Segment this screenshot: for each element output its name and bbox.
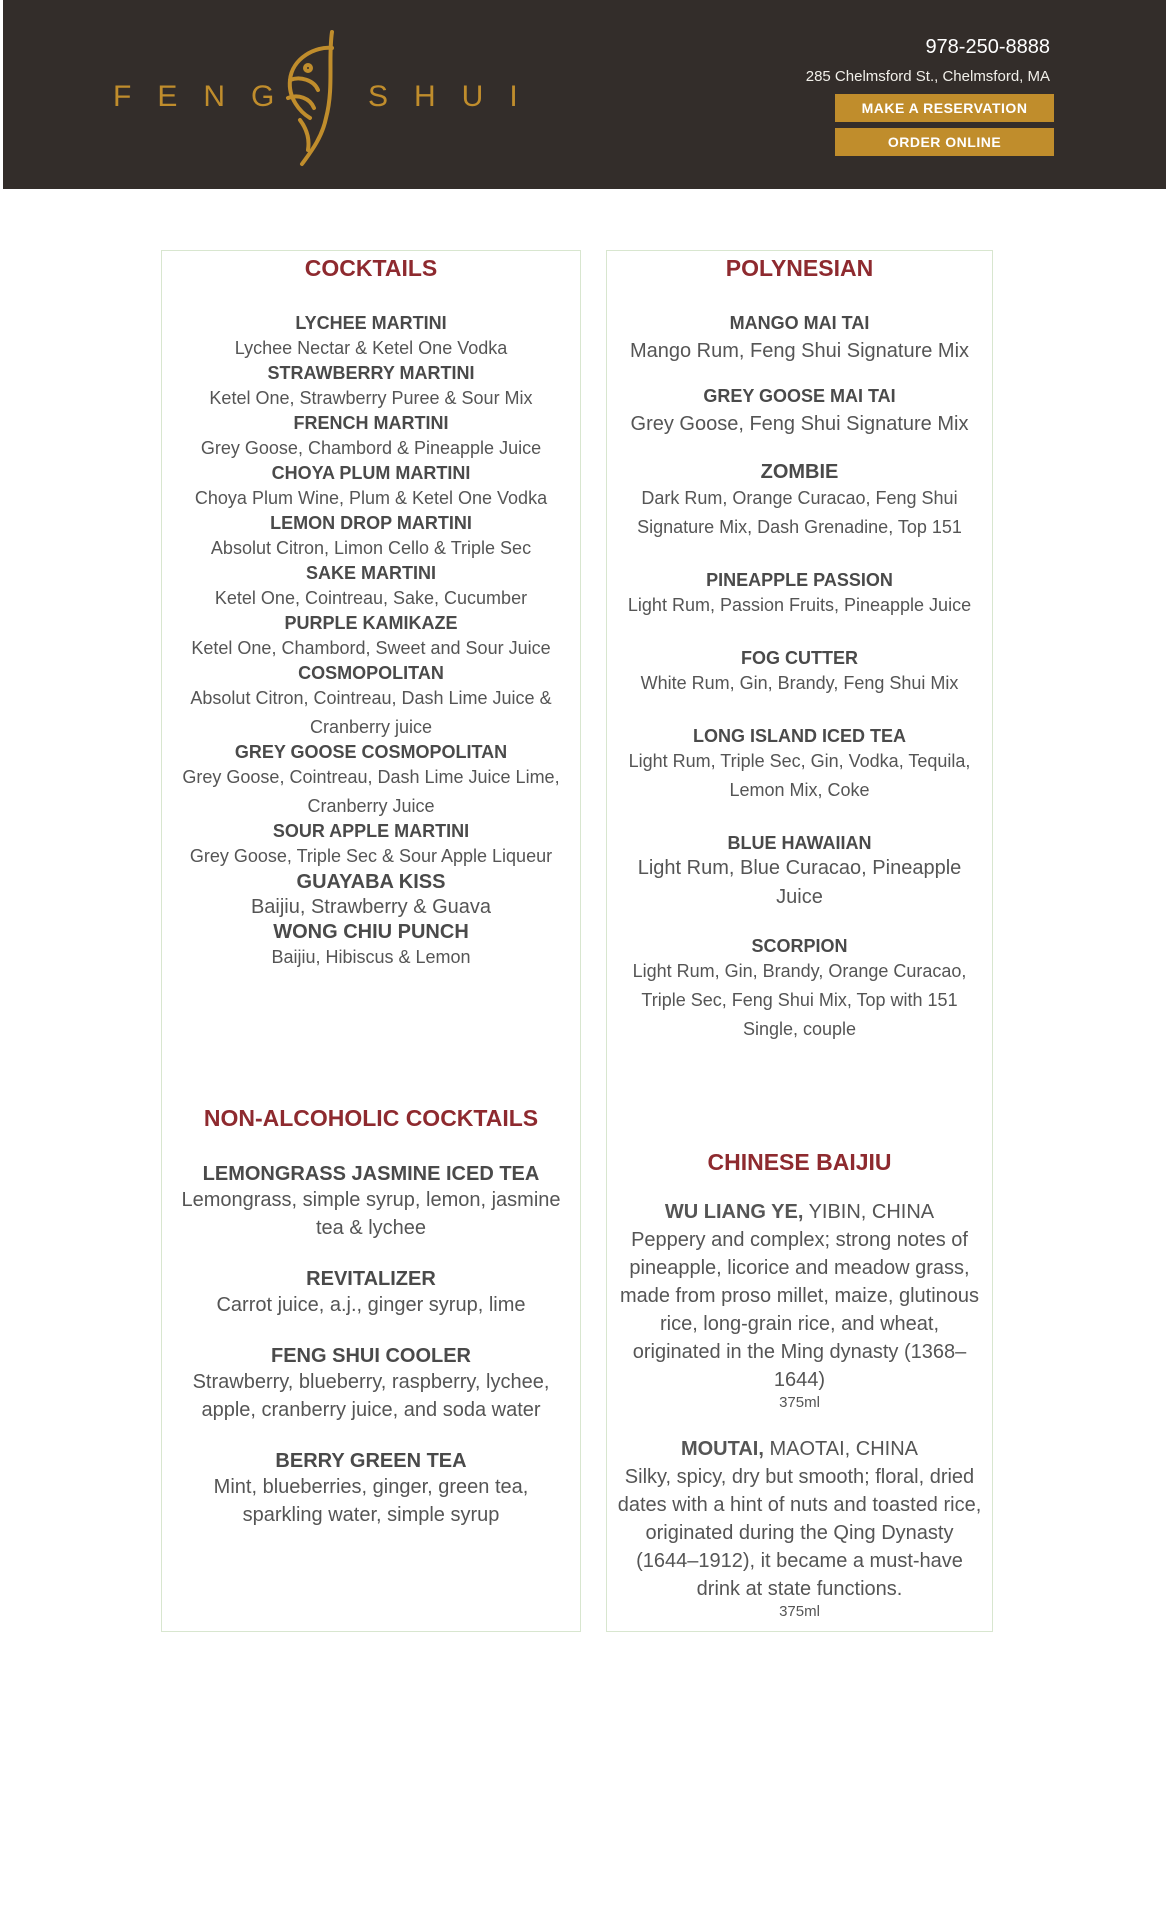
- baijiu-item-heading: [615, 1435, 984, 1463]
- menu-item-name: COSMOPOLITAN: [298, 663, 444, 683]
- menu-item-name: GREY GOOSE COSMOPOLITAN: [234, 742, 508, 762]
- menu-item-note: Single, couple: [742, 1019, 857, 1039]
- logo[interactable]: [113, 28, 544, 168]
- bottle-size: 375ml: [779, 1394, 820, 1411]
- menu-item-desc: Baijiu, Strawberry & Guava: [250, 896, 492, 918]
- menu-item-desc: Baijiu, Hibiscus & Lemon: [271, 947, 471, 967]
- logo-word-shui: SHUI: [368, 80, 544, 113]
- cocktails-section: [162, 255, 580, 282]
- menu-item-name: PURPLE KAMIKAZE: [284, 613, 458, 633]
- menu-item-desc: White Rum, Gin, Brandy, Feng Shui Mix: [640, 673, 959, 693]
- menu-item-desc: Light Rum, Triple Sec, Gin, Vodka, Tequila, Lemon Mix, Coke: [628, 751, 971, 800]
- menu-item-name: MOUTAI,: [680, 1438, 764, 1460]
- fish-logo-icon: [270, 28, 350, 168]
- order-online-button[interactable]: ORDER ONLINE: [835, 128, 1054, 156]
- menu-item-name: SOUR APPLE MARTINI: [272, 821, 470, 841]
- menu-item-name: WONG CHIU PUNCH: [273, 921, 469, 943]
- menu-item-desc: Light Rum, Gin, Brandy, Orange Curacao, Triple Sec, Feng Shui Mix, Top with 151: [632, 961, 967, 1010]
- menu-item-desc: Absolut Citron, Cointreau, Dash Lime Juice & Cranberry juice: [190, 688, 552, 737]
- address: 285 Chelmsford St., Chelmsford, MA: [805, 68, 1050, 85]
- menu-item-desc: Light Rum, Blue Curacao, Pineapple Juice: [637, 857, 962, 908]
- menu-item-name: LONG ISLAND ICED TEA: [692, 726, 906, 746]
- menu-item-name: BERRY GREEN TEA: [275, 1450, 467, 1472]
- menu-item-name: SAKE MARTINI: [306, 563, 436, 583]
- menu-item-desc: Light Rum, Passion Fruits, Pineapple Juice: [627, 595, 972, 615]
- menu-item-desc: Dark Rum, Orange Curacao, Feng Shui Signature Mix, Dash Grenadine, Top 151: [637, 488, 962, 537]
- section-title-baijiu: CHINESE BAIJIU: [707, 1149, 892, 1175]
- menu-item-desc: Lemongrass, simple syrup, lemon, jasmine tea & lychee: [181, 1189, 561, 1239]
- make-reservation-button[interactable]: MAKE A RESERVATION: [835, 94, 1054, 122]
- menu-item-name: BLUE HAWAIIAN: [727, 833, 872, 853]
- menu-item-name: PINEAPPLE PASSION: [706, 570, 893, 590]
- menu-item-desc: Choya Plum Wine, Plum & Ketel One Vodka: [194, 488, 548, 508]
- left-menu-column: [161, 250, 581, 1632]
- baijiu-list: [607, 1198, 992, 1620]
- menu-item-name: STRAWBERRY MARTINI: [267, 363, 475, 383]
- cocktail-list: [162, 313, 580, 970]
- contact-info: [806, 34, 1050, 85]
- menu-item-desc: Lychee Nectar & Ketel One Vodka: [234, 338, 508, 358]
- baijiu-section: [607, 1149, 992, 1176]
- menu-item-name: LEMON DROP MARTINI: [270, 513, 472, 533]
- menu-item-name: GREY GOOSE MAI TAI: [703, 386, 896, 406]
- menu-item-desc: Peppery and complex; strong notes of pineapple, licorice and meadow grass, made from proso millet, maize, glutinous rice, long-grain rice, and wheat, originated in the Ming dynasty (1368–1644): [619, 1229, 980, 1391]
- menu-item-desc: Ketel One, Chambord, Sweet and Sour Juice: [191, 638, 551, 658]
- site-header: [3, 0, 1166, 189]
- menu-item-name: FENG SHUI COOLER: [270, 1345, 471, 1367]
- bottle-size: 375ml: [779, 1603, 820, 1620]
- menu-item-name: REVITALIZER: [306, 1268, 436, 1290]
- menu-item-desc: Strawberry, blueberry, raspberry, lychee, apple, cranberry juice, and soda water: [192, 1371, 550, 1421]
- right-menu-column: [606, 250, 993, 1632]
- section-title-non-alcoholic: NON-ALCOHOLIC COCKTAILS: [203, 1105, 539, 1131]
- menu-item-desc: Ketel One, Strawberry Puree & Sour Mix: [209, 388, 533, 408]
- menu-item-name: WU LIANG YE,: [664, 1201, 804, 1223]
- polynesian-list: [607, 313, 992, 1044]
- non-alcoholic-list: [162, 1163, 580, 1529]
- menu-item-desc: Ketel One, Cointreau, Sake, Cucumber: [214, 588, 528, 608]
- menu-item-name: MANGO MAI TAI: [729, 313, 870, 333]
- menu-item-desc: Carrot juice, a.j., ginger syrup, lime: [216, 1294, 526, 1316]
- menu-item-name: LEMONGRASS JASMINE ICED TEA: [202, 1163, 540, 1185]
- menu-item-name: FOG CUTTER: [741, 648, 858, 668]
- menu-item-desc: Grey Goose, Feng Shui Signature Mix: [630, 413, 969, 435]
- menu-item-desc: Grey Goose, Triple Sec & Sour Apple Liqueur: [189, 846, 553, 866]
- menu-item-desc: Mango Rum, Feng Shui Signature Mix: [629, 340, 970, 362]
- section-title-polynesian: POLYNESIAN: [725, 255, 874, 281]
- menu-item-desc: Grey Goose, Cointreau, Dash Lime Juice Lime, Cranberry Juice: [182, 767, 560, 816]
- menu-item-name: CHOYA PLUM MARTINI: [271, 463, 471, 483]
- menu-item-name: LYCHEE MARTINI: [295, 313, 447, 333]
- menu-item-name: SCORPION: [751, 936, 848, 956]
- menu-item-desc: Absolut Citron, Limon Cello & Triple Sec: [210, 538, 532, 558]
- non-alcoholic-section: [162, 1105, 580, 1132]
- menu-item-name: ZOMBIE: [760, 461, 839, 483]
- menu-item-desc: Mint, blueberries, ginger, green tea, sparkling water, simple syrup: [213, 1476, 529, 1526]
- menu-item-desc: Grey Goose, Chambord & Pineapple Juice: [200, 438, 542, 458]
- section-title-cocktails: COCKTAILS: [304, 255, 438, 281]
- phone-number[interactable]: 978-250-8888: [925, 36, 1050, 58]
- baijiu-item-heading: [615, 1198, 984, 1226]
- baijiu-origin: YIBIN, CHINA: [803, 1201, 935, 1223]
- menu-item-name: FRENCH MARTINI: [293, 413, 449, 433]
- polynesian-section: [607, 255, 992, 282]
- menu-item-name: GUAYABA KISS: [296, 871, 446, 893]
- menu-item-desc: Silky, spicy, dry but smooth; floral, dried dates with a hint of nuts and toasted rice, originated during the Qing Dynasty (1644–1912), it became a must-have drink at state functions.: [617, 1466, 982, 1600]
- baijiu-origin: MAOTAI, CHINA: [763, 1438, 919, 1460]
- logo-word-feng: FENG: [113, 80, 301, 113]
